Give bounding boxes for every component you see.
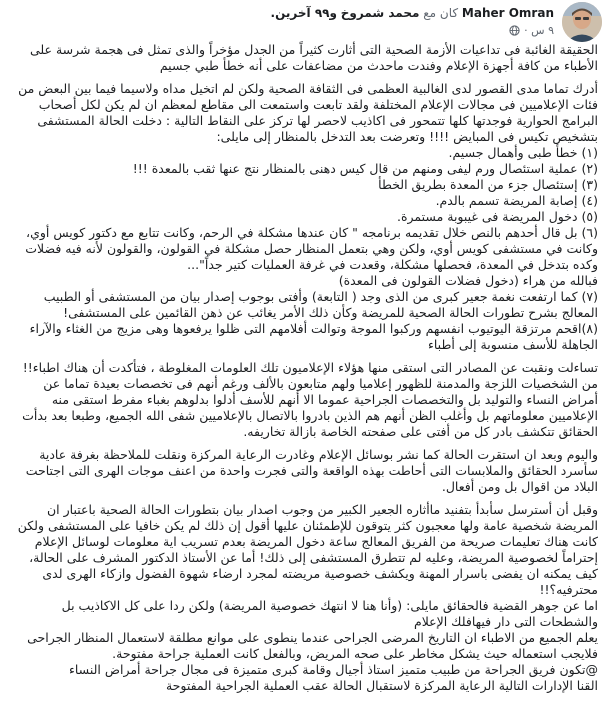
post-list-item: (٤) إصابة المريضة تسمم بالدم. [435,193,598,208]
tagged-others-link[interactable]: و٩٩ آخرين. [270,6,337,20]
post-meta [509,24,554,37]
post-paragraph: تساءلت ونقبت عن المصادر التى استقى منها هؤلاء الإعلاميون تلك العلومات المغلوطة ، فتأكدت أن هناك اطباء!! من الشخصيات اللزجة والمدمنة للظهور إعلاميا ولهم متابعون بالألف ورغم أنهم فى تخصصات بعيدة تماما عن أمراض النساء والتوليد بل والتخصصات الجراحية عموما الا أنهم للأسف أدلوا بدلوهم بغباء مفرط استقى منه الإعلاميين معلوماتهم بل وأغلب الظن أنهم هم الذين بادروا بالاتصال بالإعلاميين شفى الله الجميع، وطبعا بعد بدأت الحقائق تتكشف بادر كل من أفتى على صفحته الخاصة بازالة تخاريفه. [22,360,598,439]
post-paragraph: اما عن جوهر القضية فالحقائق مايلى: (وأنا هنا لا انتهك خصوصية المريضة) ولكن ردا على كل الاكاذيب بل والشطحات التى دار فيهافلك الإعلام [61,598,598,629]
post-paragraph: الحقيقة الغائبة فى تداعيات الأزمة الصحية التى أثارت كثيراً من الجدل مؤخراً والذى تمثل فى هجمة شرسة على الأطباء من كافة أجهزة الإعلام وفندت ماحدث من مضاعفات على أنه خطأ طبي جسيم [29,42,598,73]
post-text [8,42,598,694]
with-text: كان مع [423,6,459,20]
post-list-item: (٦) بل قال أحدهم بالنص خلال تقديمه برنامجه " كان عندها مشكلة في الرحم، وكانت تتابع مع دكتور كويس أوي، وكانت في مستشفى كويس أوي، ولكن وهي بتعمل المنظار حصل مشكلة في القولون، والقولون لأنه فيه فضلات وكده بتدخل في المعدة، فحصلها مشكلة، وقعدت في غرفة العمليات كتير جداً"... [25,225,598,272]
post-timestamp[interactable]: ٩ س · [524,24,554,37]
post-list-item: (٢) عملية استئصال ورم ليفى ومنهم من قال كيس دهنى بالمنظار نتج عنها ثقب بالمعدة !!! [132,161,598,176]
post-paragraph: القنا الإدارات التالية الرعاية المركزة لاستقبال الحالة عقب العملية الجراحية المفتوحة [165,678,598,693]
tagged-person[interactable]: محمد شمروخ [340,6,420,20]
post-paragraph: واليوم وبعد ان استقرت الحالة كما نشر بوسائل الإعلام وغادرت الرعاية المركزة ونقلت للملاحظة بغرفة عادية سأسرد الحقائق والملابسات التى أحاطت بهذه الواقعة والتى فجرت واحدة من اعنف موجات الهرى التى اجتاحت البلاد من اقوال بل ومن أفعال. [25,447,598,494]
avatar-photo-icon [562,2,602,42]
post-list-item: (٥) دخول المريضة فى غيبوبة مستمرة. [397,209,598,224]
post-header [0,0,606,46]
post-attribution [271,6,554,20]
post-paragraph: وقبل أن أسترسل سأبدأ بتفنيد ماأثاره الجعير الكبير من وجوب اصدار بيان بتطورات الحالة الصحية باعتبار ان المريضة شخصية عامة ولها معجبون كثر يتوقون للإطمئنان عليها أقول إن ذلك لم يكن خافيا على المستشفى ولكن كانت هناك تعليمات صريحة من الفريق المعالج ساعة دخول المريضة بعدم تسريب اية معلومات لوسائل الإعلام إحتراماً لخصوصية المريضة، وعليه لم تتطرق المستشفى إلى ذلك! أما عن الأستاذ الدكتور المشرف على الحالة، كيف يمكنه ان يفضى باسرار المهنة ويكشف خصوصية مريضته لمجرد ارضاء شهوة الفضول وازكاء الهرى لدى محترفيه؟!! [17,502,598,597]
post-list-item: (٧) كما ارتفعت نغمة جعير كبرى من الذى وجد ( التابعة) وأفتى بوجوب إصدار بيان من المستشفى أو الطبيب المعالج بشرح تطورات الحالة الصحية للمريضة وكأن ذلك الأمر يغائب عن ذهن القائمين على المستشفى! [43,289,598,320]
post-list-item: (١) خطأ طبى وأهمال جسيم. [448,145,598,160]
post-paragraph: فبالله من هراء (دخول فضلات القولون فى المعدة) [338,273,598,288]
author-name[interactable]: Maher Omran [461,6,554,20]
post-list-item: (٣) إستئصال جزء من المعدة بطريق الخطأ [378,177,598,192]
post-paragraph: @تكون فريق الجراحة من طبيب متميز استاذ أجيال وقامة كبرى متميزة فى مجال جراحة أمراض النساء [69,662,598,677]
globe-icon[interactable] [509,25,520,36]
post-list-item: (٨)اقحم مرتزقة اليوتيوب انفسهم وركبوا الموجة وتوالت أفلامهم التى ظلوا يرفعوها وهى مزيج من الغثاء والآراء الجاهلة للأسف منسوبة إلى أطباء [29,321,598,352]
post-paragraph: يعلم الجميع من الاطباء ان التاريخ المرضى الجراحى عندما ينطوى على موانع مطلقة لاستعمال المنظار الجراحى فلايجب استعماله حيث يشكل مخاطر على صحه المريض، وبالفعل كانت العملية جراحة مفتوحة. [27,630,598,661]
author-avatar[interactable] [562,2,602,42]
post-paragraph: أدرك تماما مدى القصور لدى الغالبية العظمى فى الثقافة الصحية ولكن لم اتخيل مداه ولاسيما فيما بين البعض من فئات الإعلاميين فى مجالات الإعلام المختلفة ولقد تابعت واستمعت الى مقاطع لمعظم ان لم يكن لكل أصحاب البرامج الحوارية فوجدتها كلها تتمحور فى اكاذيب لاحصر لها تركز على النقاط التالية : دخلت الحالة المستشفى بتشخيص تكيس فى المبايض !!!! وتعرضت بعد التدخل بالمنظار إلى مايلى: [18,81,598,144]
